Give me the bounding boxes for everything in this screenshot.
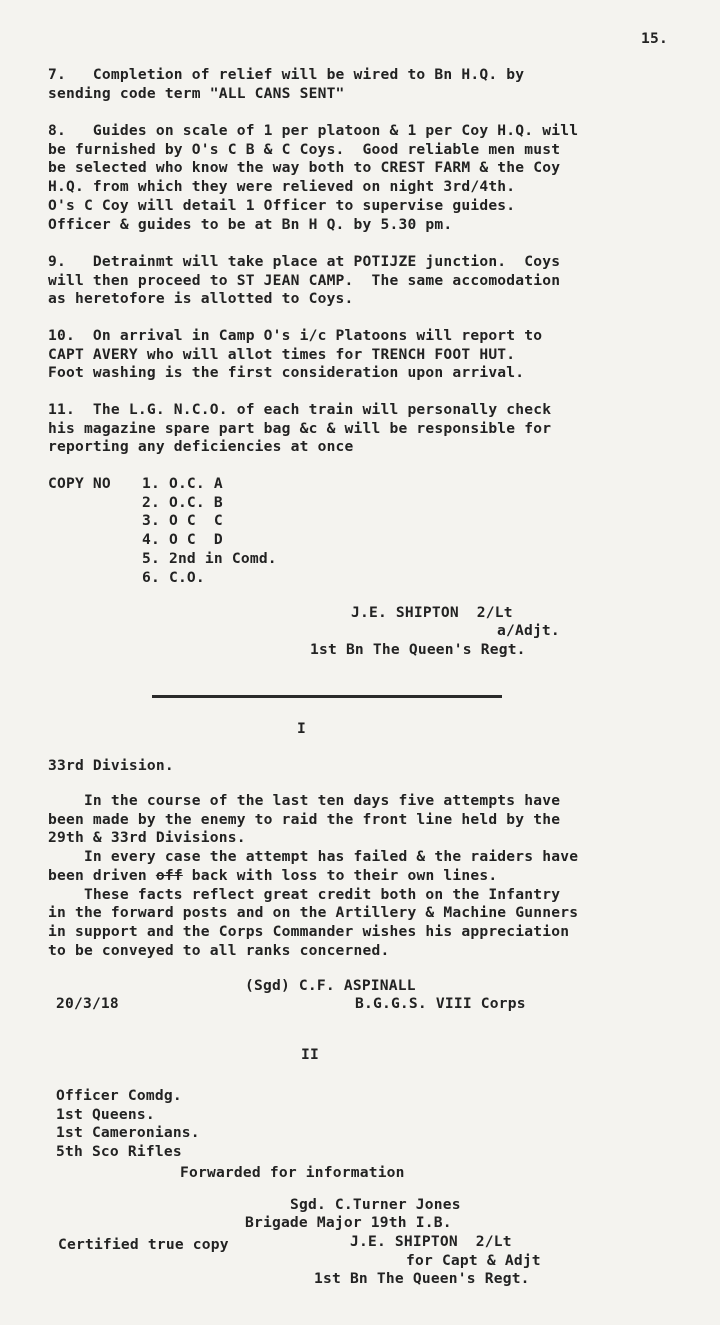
- text-line: reporting any deficiencies at once: [48, 438, 354, 456]
- text-line: 10. On arrival in Camp O's i/c Platoons will report to: [48, 327, 543, 344]
- signature-1-unit: 1st Bn The Queen's Regt.: [310, 641, 526, 658]
- signature-2-name: (Sgd) C.F. ASPINALL: [245, 977, 416, 994]
- text-line: been made by the enemy to raid the front line held by the: [48, 810, 561, 828]
- copy-item: 1. O.C. A: [142, 475, 223, 492]
- copy-item: 4. O C D: [142, 531, 223, 549]
- signature-3-title: Brigade Major 19th I.B.: [245, 1214, 452, 1231]
- text-line: be selected who know the way both to CREST FARM & the Coy: [48, 159, 561, 177]
- text-fragment: back with loss to their own lines.: [182, 866, 498, 884]
- division-heading: 33rd Division.: [48, 757, 174, 774]
- signature-4-name: J.E. SHIPTON 2/Lt: [350, 1233, 512, 1250]
- text-line: be furnished by O's C B & C Coys. Good reliable men must: [48, 140, 561, 158]
- text-line: to be conveyed to all ranks concerned.: [48, 941, 390, 959]
- struck-word: off: [155, 866, 183, 884]
- paragraph-10: [48, 327, 542, 383]
- divider: [152, 695, 502, 698]
- text-line: 8. Guides on scale of 1 per platoon & 1 per Coy H.Q. will: [48, 122, 579, 139]
- text-line: in the forward posts and on the Artillery & Machine Gunners: [48, 904, 579, 922]
- certified-note: Certified true copy: [58, 1236, 229, 1253]
- paragraph-11: [48, 401, 551, 457]
- copy-label: COPY NO: [48, 475, 111, 492]
- addressee-list: [56, 1087, 200, 1162]
- signature-2-title: B.G.G.S. VIII Corps: [355, 995, 526, 1012]
- copy-item: 3. O C C: [142, 512, 223, 530]
- signature-1-rank: a/Adjt.: [497, 622, 560, 639]
- text-line: O's C Coy will detail 1 Officer to supervise guides.: [48, 196, 516, 214]
- copy-item: 2. O.C. B: [142, 493, 223, 511]
- text-line: H.Q. from which they were relieved on night 3rd/4th.: [48, 178, 516, 196]
- document-date: 20/3/18: [56, 995, 119, 1012]
- text-line: 7. Completion of relief will be wired to Bn H.Q. by: [48, 66, 525, 83]
- text-line: Officer & guides to be at Bn H Q. by 5.30 pm.: [48, 215, 453, 233]
- paragraph-7: [48, 66, 524, 103]
- page-number: 15.: [641, 30, 668, 47]
- forwarded-note: Forwarded for information: [180, 1164, 405, 1181]
- text-line: In every case the attempt has failed & the raiders have: [48, 848, 579, 866]
- paragraph-9: [48, 253, 560, 309]
- paragraph-8: [48, 122, 578, 234]
- addressee: 5th Sco Rifles: [56, 1143, 182, 1161]
- copy-list: [142, 475, 277, 587]
- signature-1-name: J.E. SHIPTON 2/Lt: [351, 604, 513, 621]
- text-line: in support and the Corps Commander wishes his appreciation: [48, 922, 570, 940]
- signature-3-name: Sgd. C.Turner Jones: [290, 1196, 461, 1213]
- text-line: his magazine spare part bag &c & will be responsible for: [48, 419, 552, 437]
- section-1-heading: I: [297, 720, 306, 737]
- message-body: [48, 792, 578, 960]
- addressee: 1st Queens.: [56, 1105, 155, 1123]
- text-line: Foot washing is the first consideration upon arrival.: [48, 364, 525, 382]
- addressee: 1st Cameronians.: [56, 1124, 200, 1142]
- text-line: 9. Detrainmt will take place at POTIJZE junction. Coys: [48, 253, 561, 270]
- text-fragment: been driven: [48, 866, 156, 884]
- signature-4-for: for Capt & Adjt: [406, 1252, 541, 1269]
- addressee: Officer Comdg.: [56, 1087, 182, 1104]
- text-line: CAPT AVERY who will allot times for TRENCH FOOT HUT.: [48, 345, 516, 363]
- text-line: sending code term "ALL CANS SENT": [48, 84, 345, 102]
- text-line: as heretofore is allotted to Coys.: [48, 290, 354, 308]
- signature-4-unit: 1st Bn The Queen's Regt.: [314, 1270, 530, 1287]
- copy-item: 5. 2nd in Comd.: [142, 549, 277, 567]
- text-line: [48, 867, 578, 886]
- text-line: will then proceed to ST JEAN CAMP. The same accomodation: [48, 271, 561, 289]
- section-2-heading: II: [301, 1046, 319, 1063]
- text-line: 11. The L.G. N.C.O. of each train will personally check: [48, 401, 552, 418]
- copy-item: 6. C.O.: [142, 568, 205, 586]
- text-line: These facts reflect great credit both on the Infantry: [48, 885, 561, 903]
- text-line: 29th & 33rd Divisions.: [48, 829, 246, 847]
- text-line: In the course of the last ten days five attempts have: [48, 792, 561, 809]
